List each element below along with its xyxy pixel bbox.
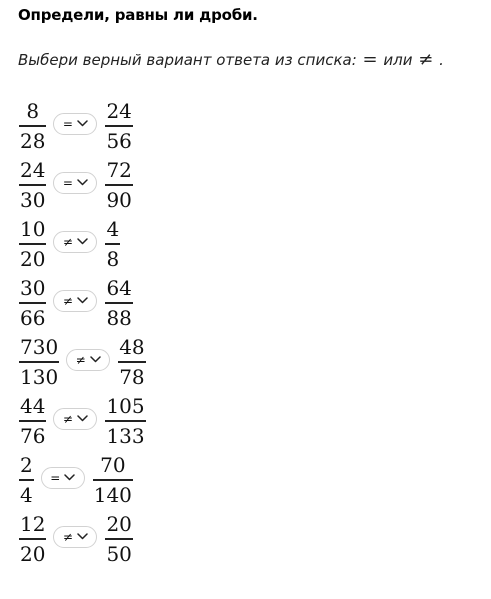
comparison-row	[19, 391, 146, 450]
right-numerator: 24	[106, 98, 132, 123]
right-numerator: 72	[106, 157, 132, 182]
comparison-row	[19, 509, 146, 568]
comparison-select[interactable]	[53, 408, 97, 430]
right-denominator: 90	[106, 187, 132, 212]
right-fraction	[105, 512, 132, 566]
comparison-row	[19, 96, 146, 155]
comparison-select[interactable]	[53, 113, 97, 135]
left-denominator: 4	[20, 482, 33, 507]
left-denominator: 76	[20, 423, 46, 448]
right-numerator: 64	[106, 275, 132, 300]
left-numerator: 730	[20, 334, 59, 359]
selected-symbol: ≠	[62, 411, 73, 426]
right-denominator: 56	[106, 128, 132, 153]
comparison-select[interactable]	[53, 231, 97, 253]
left-fraction	[19, 512, 46, 566]
selected-symbol: =	[50, 470, 61, 485]
comparison-row	[19, 214, 146, 273]
right-fraction	[105, 276, 132, 330]
right-fraction	[105, 217, 120, 271]
comparison-list	[19, 96, 146, 568]
selected-symbol: ≠	[75, 352, 86, 367]
left-denominator: 66	[20, 305, 46, 330]
comparison-row	[19, 273, 146, 332]
comparison-select[interactable]	[53, 290, 97, 312]
comparison-select[interactable]	[41, 467, 85, 489]
comparison-row	[19, 155, 146, 214]
instruction-end: .	[434, 51, 444, 69]
left-numerator: 44	[20, 393, 46, 418]
left-numerator: 10	[20, 216, 46, 241]
left-numerator: 8	[26, 98, 40, 123]
right-fraction	[105, 158, 132, 212]
chevron-down-icon	[77, 415, 88, 422]
left-fraction	[19, 453, 34, 507]
left-numerator: 12	[20, 511, 46, 536]
instruction-text: Выбери верный вариант ответа из списка:	[18, 51, 362, 69]
left-fraction	[19, 335, 59, 389]
left-denominator: 20	[20, 541, 46, 566]
left-fraction	[19, 394, 46, 448]
right-fraction	[105, 394, 145, 448]
selected-symbol: =	[62, 175, 73, 190]
right-fraction	[93, 453, 133, 507]
selected-symbol: ≠	[62, 234, 73, 249]
chevron-down-icon	[64, 474, 75, 481]
chevron-down-icon	[77, 179, 88, 186]
right-denominator: 78	[119, 364, 145, 389]
comparison-select[interactable]	[53, 172, 97, 194]
left-denominator: 20	[20, 246, 46, 271]
chevron-down-icon	[77, 120, 88, 127]
right-numerator: 105	[106, 393, 145, 418]
left-denominator: 130	[20, 364, 59, 389]
comparison-select[interactable]	[53, 526, 97, 548]
right-denominator: 8	[106, 246, 120, 271]
left-fraction	[19, 158, 46, 212]
right-denominator: 133	[106, 423, 145, 448]
comparison-row	[19, 332, 146, 391]
task-instruction	[18, 49, 444, 70]
left-numerator: 24	[20, 157, 46, 182]
comparison-select[interactable]	[66, 349, 110, 371]
left-numerator: 2	[20, 452, 33, 477]
selected-symbol: =	[62, 116, 73, 131]
right-numerator: 20	[106, 511, 132, 536]
right-fraction	[118, 335, 145, 389]
left-fraction	[19, 217, 46, 271]
chevron-down-icon	[77, 238, 88, 245]
right-denominator: 50	[106, 541, 132, 566]
chevron-down-icon	[90, 356, 101, 363]
right-denominator: 88	[106, 305, 132, 330]
right-fraction	[105, 99, 132, 153]
selected-symbol: ≠	[62, 293, 73, 308]
not-equal-symbol: ≠	[418, 49, 434, 70]
left-fraction	[19, 99, 46, 153]
chevron-down-icon	[77, 533, 88, 540]
right-numerator: 4	[106, 216, 120, 241]
right-denominator: 140	[93, 482, 132, 507]
left-denominator: 30	[20, 187, 46, 212]
comparison-row	[19, 450, 146, 509]
left-numerator: 30	[20, 275, 46, 300]
selected-symbol: ≠	[62, 529, 73, 544]
right-numerator: 70	[100, 452, 126, 477]
chevron-down-icon	[77, 297, 88, 304]
instruction-or: или	[378, 51, 418, 69]
task-title: Определи, равны ли дроби.	[18, 6, 258, 24]
right-numerator: 48	[119, 334, 145, 359]
left-denominator: 28	[20, 128, 46, 153]
equal-symbol: =	[362, 49, 378, 70]
left-fraction	[19, 276, 46, 330]
